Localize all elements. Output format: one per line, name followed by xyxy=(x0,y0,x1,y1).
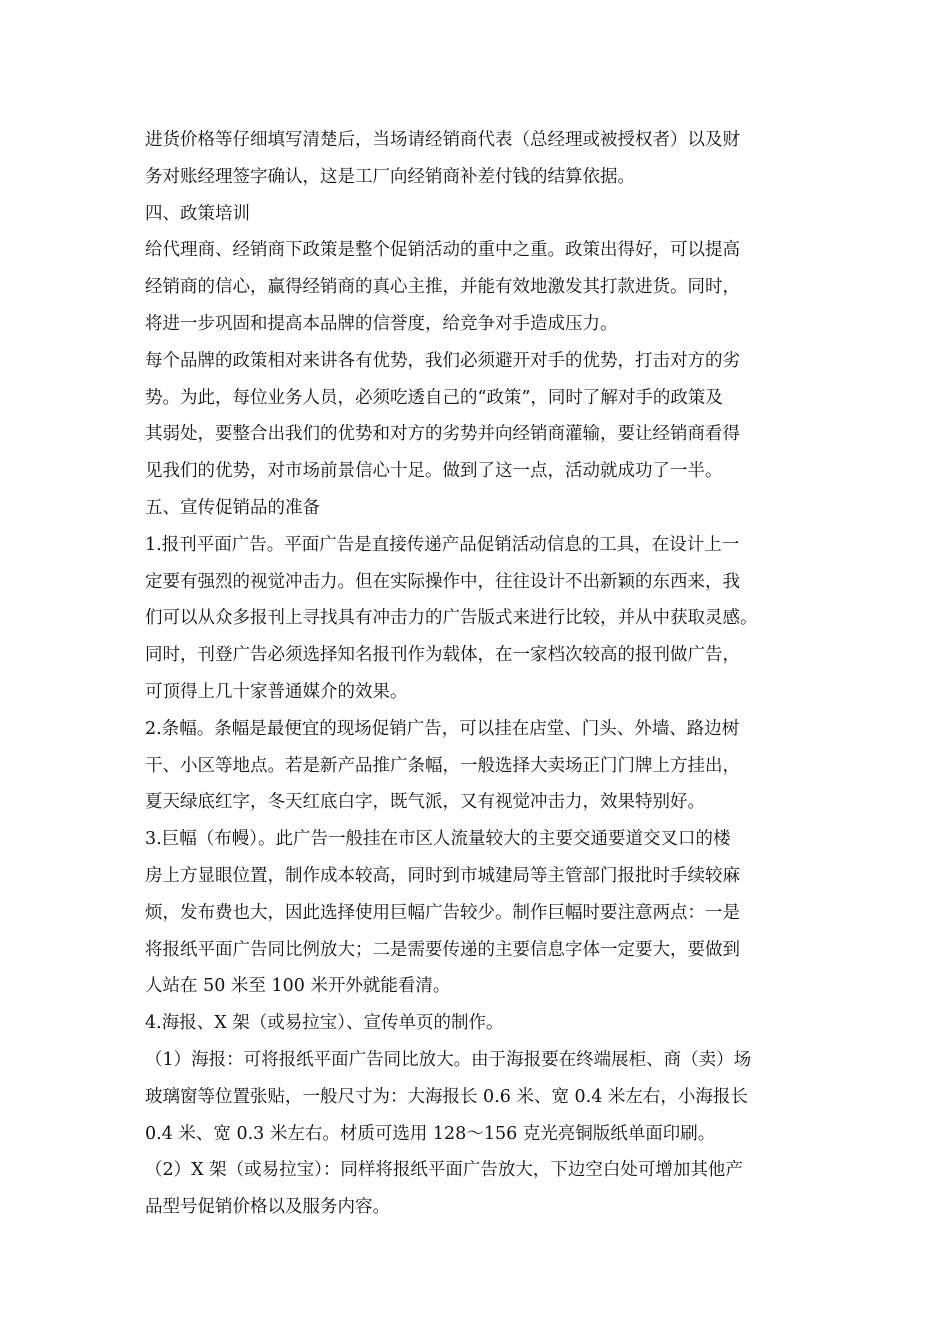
text-line: （1）海报：可将报纸平面广告同比放大。由于海报要在终端展柜、商（卖）场 xyxy=(145,1049,752,1070)
section-heading: 四、政策培训 xyxy=(145,203,250,224)
text-line: 4.海报、X 架（或易拉宝）、宣传单页的制作。 xyxy=(145,1013,504,1034)
text-line: 1.报刊平面广告。平面广告是直接传递产品促销活动信息的工具，在设计上一 xyxy=(145,534,740,555)
text-line: 经销商的信心，赢得经销商的真心主推，并能有效地激发其打款进货。同时， xyxy=(145,277,740,298)
text-line: 0.4 米、宽 0.3 米左右。材质可选用 128～156 克光亮铜版纸单面印刷。 xyxy=(145,1123,716,1144)
text-line: 将进一步巩固和提高本品牌的信誉度，给竞争对手造成压力。 xyxy=(145,313,618,334)
text-line: 烦，发布费也大，因此选择使用巨幅广告较少。制作巨幅时要注意两点：一是 xyxy=(145,902,740,923)
text-line: 给代理商、经销商下政策是整个促销活动的重中之重。政策出得好，可以提高 xyxy=(145,240,740,261)
text-line: 品型号促销价格以及服务内容。 xyxy=(145,1197,390,1218)
text-line: 将报纸平面广告同比例放大；二是需要传递的主要信息字体一定要大，要做到 xyxy=(145,939,740,960)
section-heading: 五、宣传促销品的准备 xyxy=(145,497,320,518)
text-line: 干、小区等地点。若是新产品推广条幅，一般选择大卖场正门门牌上方挂出， xyxy=(145,755,740,776)
text-line: 务对账经理签字确认，这是工厂向经销商补差付钱的结算依据。 xyxy=(145,166,635,187)
text-line: （2）X 架（或易拉宝）：同样将报纸平面广告放大，下边空白处可增加其他产 xyxy=(145,1160,743,1181)
text-line: 房上方显眼位置，制作成本较高，同时到市城建局等主管部门报批时手续较麻 xyxy=(145,865,740,886)
text-line: 每个品牌的政策相对来讲各有优势，我们必须避开对手的优势，打击对方的劣 xyxy=(145,350,740,371)
text-line: 进货价格等仔细填写清楚后，当场请经销商代表（总经理或被授权者）以及财 xyxy=(145,130,740,150)
text-line: 定要有强烈的视觉冲击力。但在实际操作中，往往设计不出新颖的东西来，我 xyxy=(145,571,740,592)
text-line: 可顶得上几十家普通媒介的效果。 xyxy=(145,681,408,702)
text-line: 玻璃窗等位置张贴，一般尺寸为：大海报长 0.6 米、宽 0.4 米左右，小海报长 xyxy=(145,1086,748,1107)
text-line: 其弱处，要整合出我们的优势和对方的劣势并向经销商灌输，要让经销商看得 xyxy=(145,424,740,445)
text-line: 2.条幅。条幅是最便宜的现场促销广告，可以挂在店堂、门头、外墙、路边树 xyxy=(145,718,740,739)
text-line: 3.巨幅（布幔）。此广告一般挂在市区人流量较大的主要交通要道交叉口的楼 xyxy=(145,829,731,850)
text-line: 人站在 50 米至 100 米开外就能看清。 xyxy=(145,976,451,997)
text-line: 们可以从众多报刊上寻找具有冲击力的广告版式来进行比较，并从中获取灵感。 xyxy=(145,608,758,629)
text-line: 势。为此，每位业务人员，必须吃透自己的“政策”，同时了解对手的政策及 xyxy=(145,387,723,408)
text-line: 见我们的优势，对市场前景信心十足。做到了这一点，活动就成功了一半。 xyxy=(145,461,723,482)
text-line: 同时，刊登广告必须选择知名报刊作为载体，在一家档次较高的报刊做广告， xyxy=(145,645,740,666)
document-body xyxy=(145,122,825,1226)
text-line: 夏天绿底红字，冬天红底白字，既气派，又有视觉冲击力，效果特别好。 xyxy=(145,792,705,813)
